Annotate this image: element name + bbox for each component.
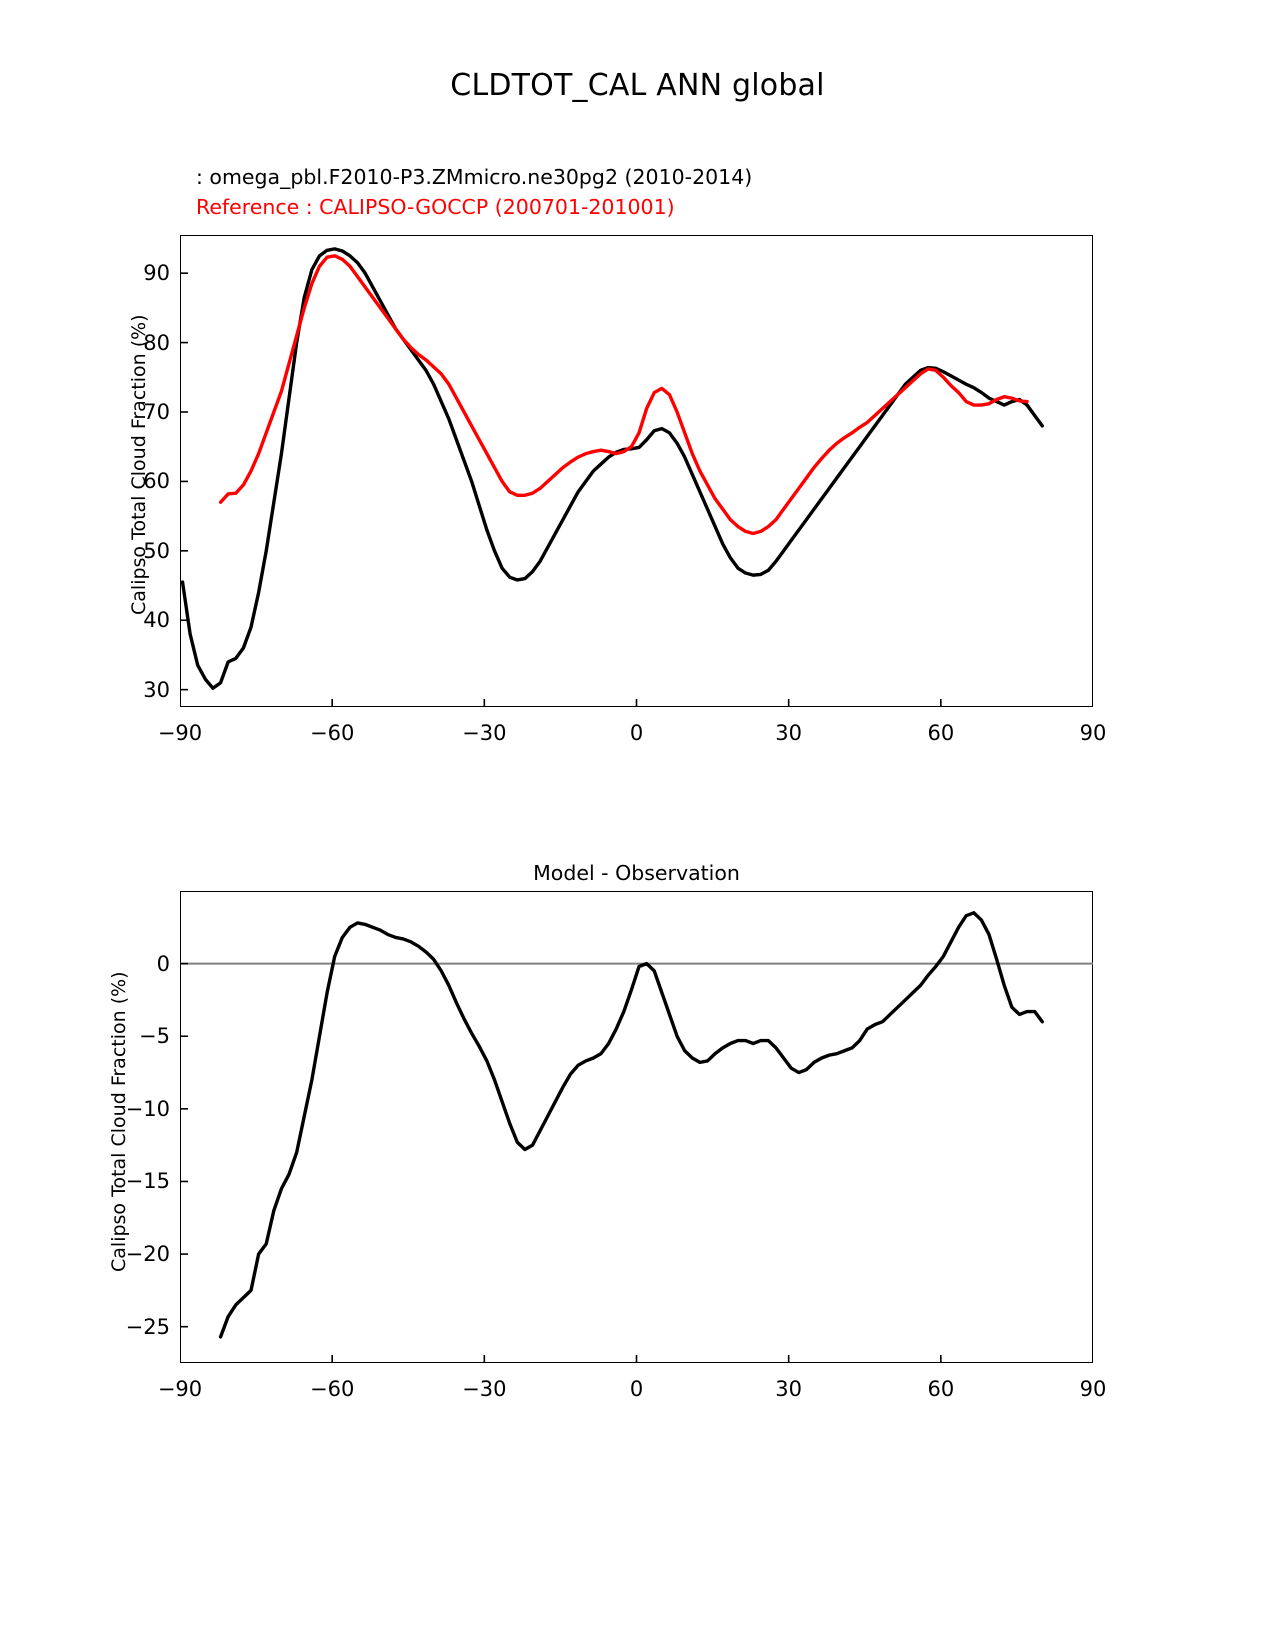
xtick-label: 90 bbox=[1079, 721, 1107, 745]
xtick-label: 90 bbox=[1079, 1377, 1107, 1401]
ytick-label: −10 bbox=[125, 1096, 170, 1121]
panel-diff-plot-area bbox=[180, 891, 1093, 1363]
legend bbox=[196, 162, 752, 222]
xtick-label: 60 bbox=[927, 1377, 955, 1401]
xtick-label: −30 bbox=[462, 721, 507, 745]
tick-marks bbox=[180, 273, 1093, 707]
ytick-label: 30 bbox=[143, 677, 170, 702]
panel-diff-ylabel: Calipso Total Cloud Fraction (%) bbox=[108, 971, 130, 1272]
legend-model-label: : omega_pbl.F2010-P3.ZMmicro.ne30pg2 (2010-2014) bbox=[196, 165, 753, 189]
panel-main-profiles bbox=[180, 235, 1093, 707]
ytick-label: 50 bbox=[143, 538, 170, 563]
ytick-label: −20 bbox=[125, 1242, 170, 1267]
xtick-label: 60 bbox=[927, 721, 955, 745]
xtick-label: −30 bbox=[462, 1377, 507, 1401]
panel-diff bbox=[180, 861, 1093, 1363]
ytick-label: 70 bbox=[143, 400, 170, 424]
panel-main-ylabel: Calipso Total Cloud Fraction (%) bbox=[128, 314, 150, 615]
ytick-label: 90 bbox=[143, 261, 170, 286]
legend-reference-label: Reference : CALIPSO-GOCCP (200701-201001) bbox=[196, 195, 675, 219]
figure-title: CLDTOT_CAL ANN global bbox=[450, 68, 825, 103]
xtick-label: 30 bbox=[775, 1377, 803, 1401]
ytick-label: −5 bbox=[139, 1024, 170, 1049]
ytick-label: 80 bbox=[143, 330, 170, 355]
ytick-label: 0 bbox=[156, 951, 170, 976]
xtick-label: −60 bbox=[309, 1377, 355, 1401]
xtick-label: 0 bbox=[629, 721, 644, 745]
xtick-label: 0 bbox=[629, 1377, 644, 1401]
ytick-label: −25 bbox=[125, 1314, 170, 1339]
series-line-1 bbox=[221, 256, 1027, 534]
panel-diff-title: Model - Observation bbox=[533, 861, 740, 885]
series-line-0 bbox=[183, 249, 1043, 688]
ytick-label: 60 bbox=[143, 469, 170, 494]
ytick-label: 40 bbox=[143, 608, 170, 633]
tick-marks bbox=[180, 964, 1093, 1363]
xtick-label: 30 bbox=[775, 721, 803, 745]
ytick-label: −15 bbox=[125, 1169, 170, 1194]
xtick-label: −90 bbox=[157, 721, 203, 745]
series-line-0 bbox=[221, 913, 1043, 1337]
xtick-label: −90 bbox=[157, 1377, 203, 1401]
xtick-label: −60 bbox=[309, 721, 355, 745]
panel-main-plot-area bbox=[180, 235, 1093, 707]
